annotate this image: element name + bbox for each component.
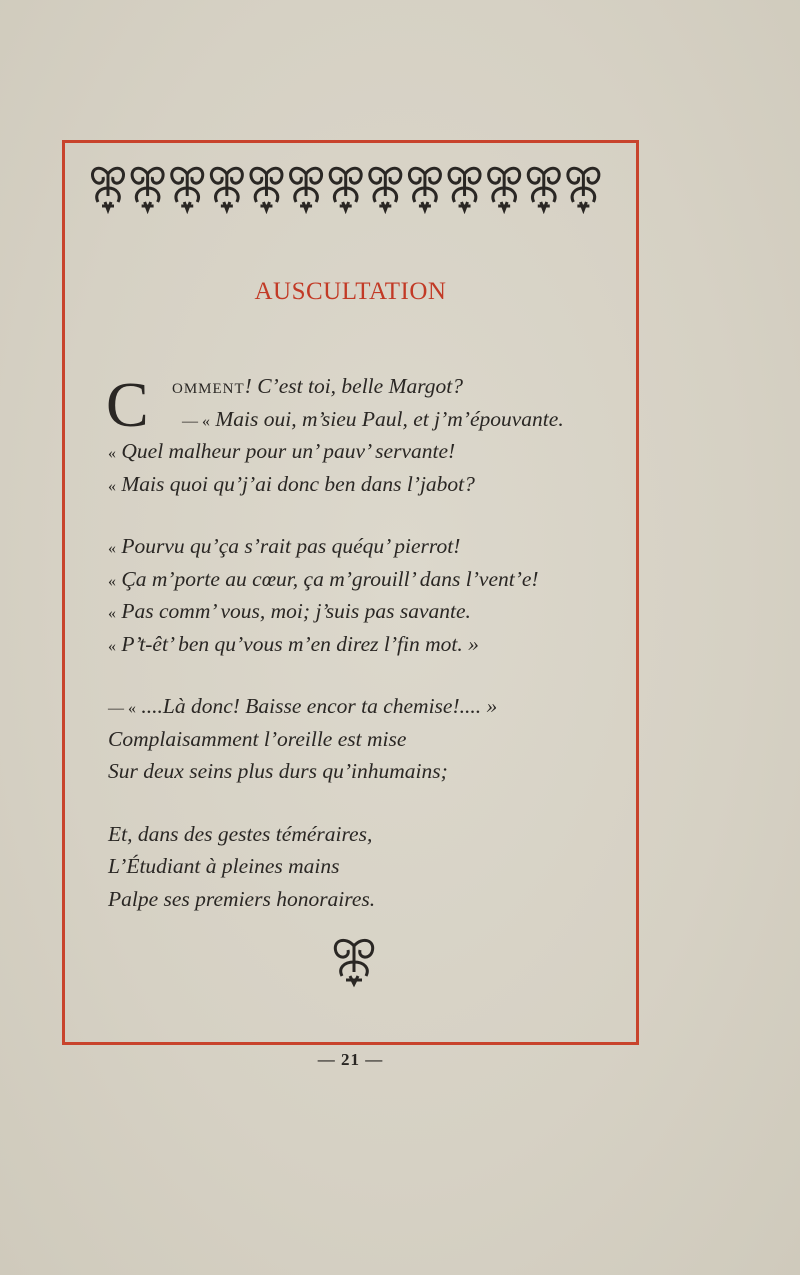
fleuron-unit xyxy=(211,168,242,210)
quote-mark: — « xyxy=(108,700,136,717)
fleuron-unit xyxy=(489,168,520,210)
line-text: Palpe ses premiers honoraires. xyxy=(108,886,376,911)
stanza-break xyxy=(108,660,608,690)
fleuron-unit xyxy=(132,168,163,210)
poem-line xyxy=(108,563,608,596)
fleuron-unit xyxy=(291,168,322,210)
poem-line xyxy=(108,628,608,661)
poem-line xyxy=(108,690,608,723)
poem-line xyxy=(108,468,608,501)
first-word-smallcaps: omment xyxy=(172,374,245,398)
fleuron-unit xyxy=(568,168,599,210)
line-text: Quel malheur pour un’ pauv’ servante! xyxy=(121,439,456,463)
poem-line xyxy=(108,818,608,851)
poem-line xyxy=(108,850,608,883)
fleuron-unit xyxy=(370,168,401,210)
poem-line xyxy=(108,755,608,788)
fleuron-unit xyxy=(449,168,480,210)
drop-cap: C xyxy=(106,369,149,440)
quote-mark: — « xyxy=(182,412,210,430)
fleuron-unit xyxy=(92,168,123,210)
stanza-break xyxy=(108,500,608,530)
quote-mark: « xyxy=(108,445,116,462)
stanza-break xyxy=(108,788,608,818)
poem-title: AUSCULTATION xyxy=(254,278,447,305)
line-text: Sur deux seins plus durs qu’inhumains; xyxy=(108,759,448,783)
quote-mark: « xyxy=(108,540,116,557)
line-text: Mais quoi qu’j’ai donc ben dans l’jabot? xyxy=(121,471,475,496)
poem-line xyxy=(108,883,608,916)
line-text: Et, dans des gestes téméraires, xyxy=(108,821,373,846)
quote-mark: « xyxy=(108,637,116,655)
line-text: Complaisamment l’oreille est mise xyxy=(108,726,407,751)
poem-line xyxy=(108,435,608,468)
fleuron-unit xyxy=(330,168,361,210)
first-line-rest: ! C’est toi, belle Margot? xyxy=(244,374,464,398)
page-number: — 21 — xyxy=(317,1050,384,1069)
quote-mark: « xyxy=(108,477,116,495)
quote-mark: « xyxy=(108,572,116,590)
poem-line xyxy=(108,595,608,628)
fleuron-icon xyxy=(326,932,382,988)
line-text: Mais oui, m’sieu Paul, et j’m’épouvante. xyxy=(215,406,564,431)
fleuron-band-icon xyxy=(88,162,603,214)
line-text: L’Étudiant à pleines mains xyxy=(108,854,340,878)
poem-line xyxy=(108,723,608,756)
line-text: ....Là donc! Baisse encor ta chemise!.... » xyxy=(141,694,498,718)
fleuron-unit xyxy=(409,168,440,210)
fleuron-unit xyxy=(172,168,203,210)
line-text: Pas comm’ vous, moi; j’suis pas savante. xyxy=(121,599,471,623)
poem-body xyxy=(108,370,608,915)
fleuron-unit xyxy=(251,168,282,210)
fleuron-unit xyxy=(528,168,559,210)
poem-line xyxy=(108,403,608,436)
poem-line xyxy=(108,370,608,403)
poem-line xyxy=(108,530,608,563)
quote-mark: « xyxy=(108,605,116,622)
line-text: Pourvu qu’ça s’rait pas quéqu’ pierrot! xyxy=(121,534,461,558)
line-text: Ça m’porte au cœur, ça m’grouill’ dans l’vent’e! xyxy=(121,566,539,591)
line-text: P’t-êt’ ben qu’vous m’en direz l’fin mot. » xyxy=(121,631,479,656)
